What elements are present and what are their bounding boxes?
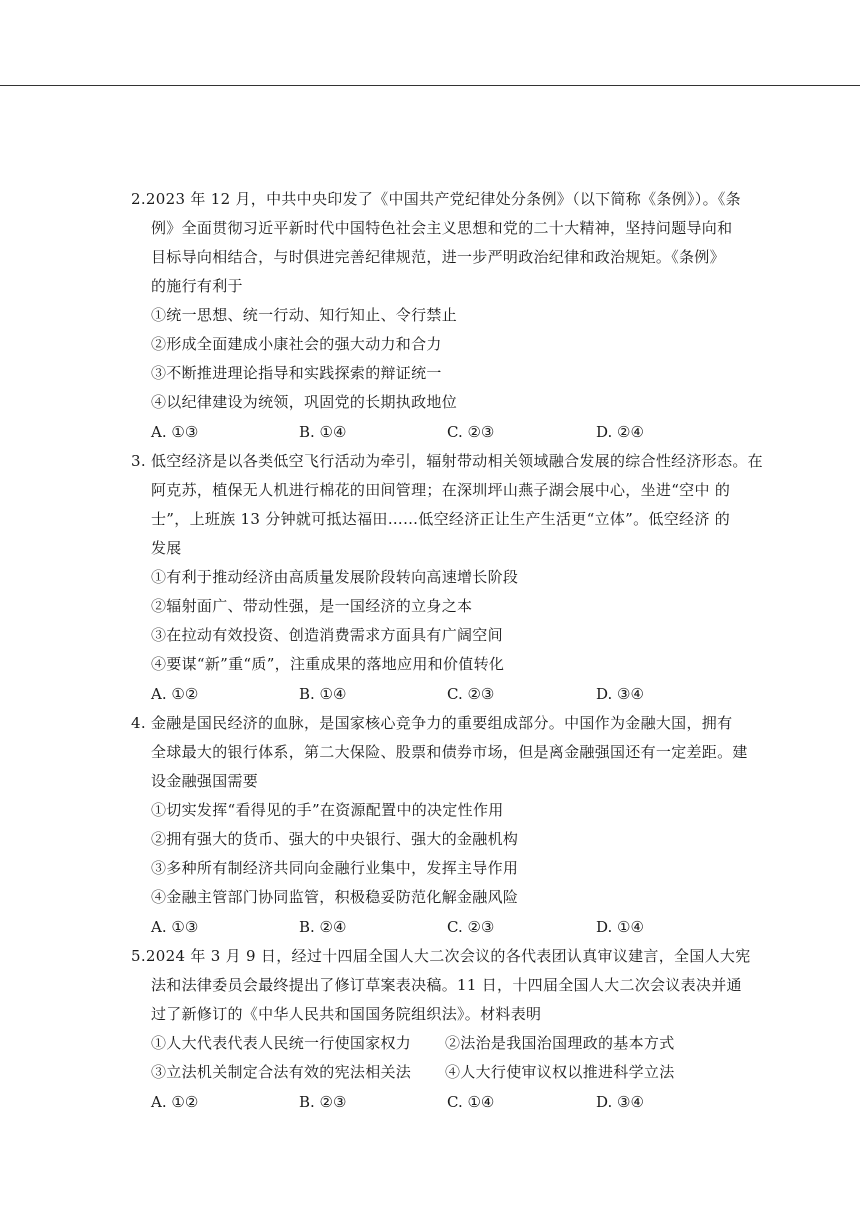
statement: ②拥有强大的货币、强大的中央银行、强大的金融机构 (151, 830, 519, 848)
header-rule (0, 85, 860, 86)
question-stem-line: 法和法律委员会最终提出了修订草案表决稿。11 日，十四届全国人大二次会议表决并通 (151, 976, 742, 994)
statement: ③在拉动有效投资、创造消费需求方面具有广阔空间 (151, 626, 503, 644)
statement: ③立法机关制定合法有效的宪法相关法 (151, 1063, 412, 1081)
option-a[interactable]: A. ①② (151, 685, 199, 703)
option-c[interactable]: C. ②③ (447, 918, 495, 936)
option-b[interactable]: B. ②④ (299, 918, 347, 936)
option-d[interactable]: D. ①④ (596, 918, 644, 936)
option-b[interactable]: B. ①④ (299, 423, 347, 441)
option-d[interactable]: D. ②④ (596, 423, 644, 441)
option-b[interactable]: B. ②③ (299, 1093, 347, 1111)
option-c[interactable]: C. ②③ (447, 423, 495, 441)
statement: ②法治是我国治国理政的基本方式 (445, 1034, 675, 1052)
option-c[interactable]: C. ①④ (447, 1093, 495, 1111)
option-a[interactable]: A. ①③ (151, 918, 199, 936)
question-stem-line: 4. 金融是国民经济的血脉，是国家核心竞争力的重要组成部分。中国作为金融大国，拥有 (131, 714, 733, 732)
question-stem-line: 2.2023 年 12 月，中共中央印发了《中国共产党纪律处分条例》（以下简称《条例》）。《条 (131, 190, 741, 208)
option-d[interactable]: D. ③④ (596, 1093, 644, 1111)
question-stem-line: 3. 低空经济是以各类低空飞行活动为牵引，辐射带动相关领域融合发展的综合性经济形态。在 (131, 452, 763, 470)
question-stem-line: 全球最大的银行体系，第二大保险、股票和债券市场，但是离金融强国还有一定差距。建 (151, 743, 748, 761)
question-stem-line: 的施行有利于 (151, 277, 243, 295)
statement: ④人大行使审议权以推进科学立法 (445, 1063, 675, 1081)
question-stem-line: 目标导向相结合，与时俱进完善纪律规范，进一步严明政治纪律和政治规矩。《条例》 (151, 248, 725, 266)
question-stem-line: 过了新修订的《中华人民共和国国务院组织法》。材料表明 (151, 1005, 542, 1023)
statement: ②辐射面广、带动性强，是一国经济的立身之本 (151, 597, 473, 615)
statement: ①统一思想、统一行动、知行知止、令行禁止 (151, 306, 458, 324)
question-stem-line: 设金融强国需要 (151, 772, 259, 790)
statement: ①有利于推动经济由高质量发展阶段转向高速增长阶段 (151, 568, 519, 586)
question-stem-line: 士”，上班族 13 分钟就可抵达福田……低空经济正让生产生活更“立体”。低空经济 的 (151, 510, 730, 528)
statement: ②形成全面建成小康社会的强大动力和合力 (151, 335, 442, 353)
statement: ④金融主管部门协同监管，积极稳妥防范化解金融风险 (151, 888, 519, 906)
option-a[interactable]: A. ①② (151, 1093, 199, 1111)
statement: ③多种所有制经济共同向金融行业集中，发挥主导作用 (151, 859, 519, 877)
option-a[interactable]: A. ①③ (151, 423, 199, 441)
option-d[interactable]: D. ③④ (596, 685, 644, 703)
question-stem-line: 例》全面贯彻习近平新时代中国特色社会主义思想和党的二十大精神，坚持问题导向和 (151, 219, 733, 237)
statement: ①切实发挥“看得见的手”在资源配置中的决定性作用 (151, 801, 504, 819)
statement: ④要谋“新”重“质”，注重成果的落地应用和价值转化 (151, 655, 505, 673)
question-stem-line: 发展 (151, 539, 182, 557)
option-b[interactable]: B. ①④ (299, 685, 347, 703)
statement: ④以纪律建设为统领，巩固党的长期执政地位 (151, 393, 458, 411)
question-stem-line: 阿克苏，植保无人机进行棉花的田间管理；在深圳坪山燕子湖会展中心，坐进“空中 的 (151, 481, 731, 499)
option-c[interactable]: C. ②③ (447, 685, 495, 703)
statement: ③不断推进理论指导和实践探索的辩证统一 (151, 364, 442, 382)
statement: ①人大代表代表人民统一行使国家权力 (151, 1034, 412, 1052)
question-stem-line: 5.2024 年 3 月 9 日，经过十四届全国人大二次会议的各代表团认真审议建言，全国人大宪 (131, 947, 751, 965)
